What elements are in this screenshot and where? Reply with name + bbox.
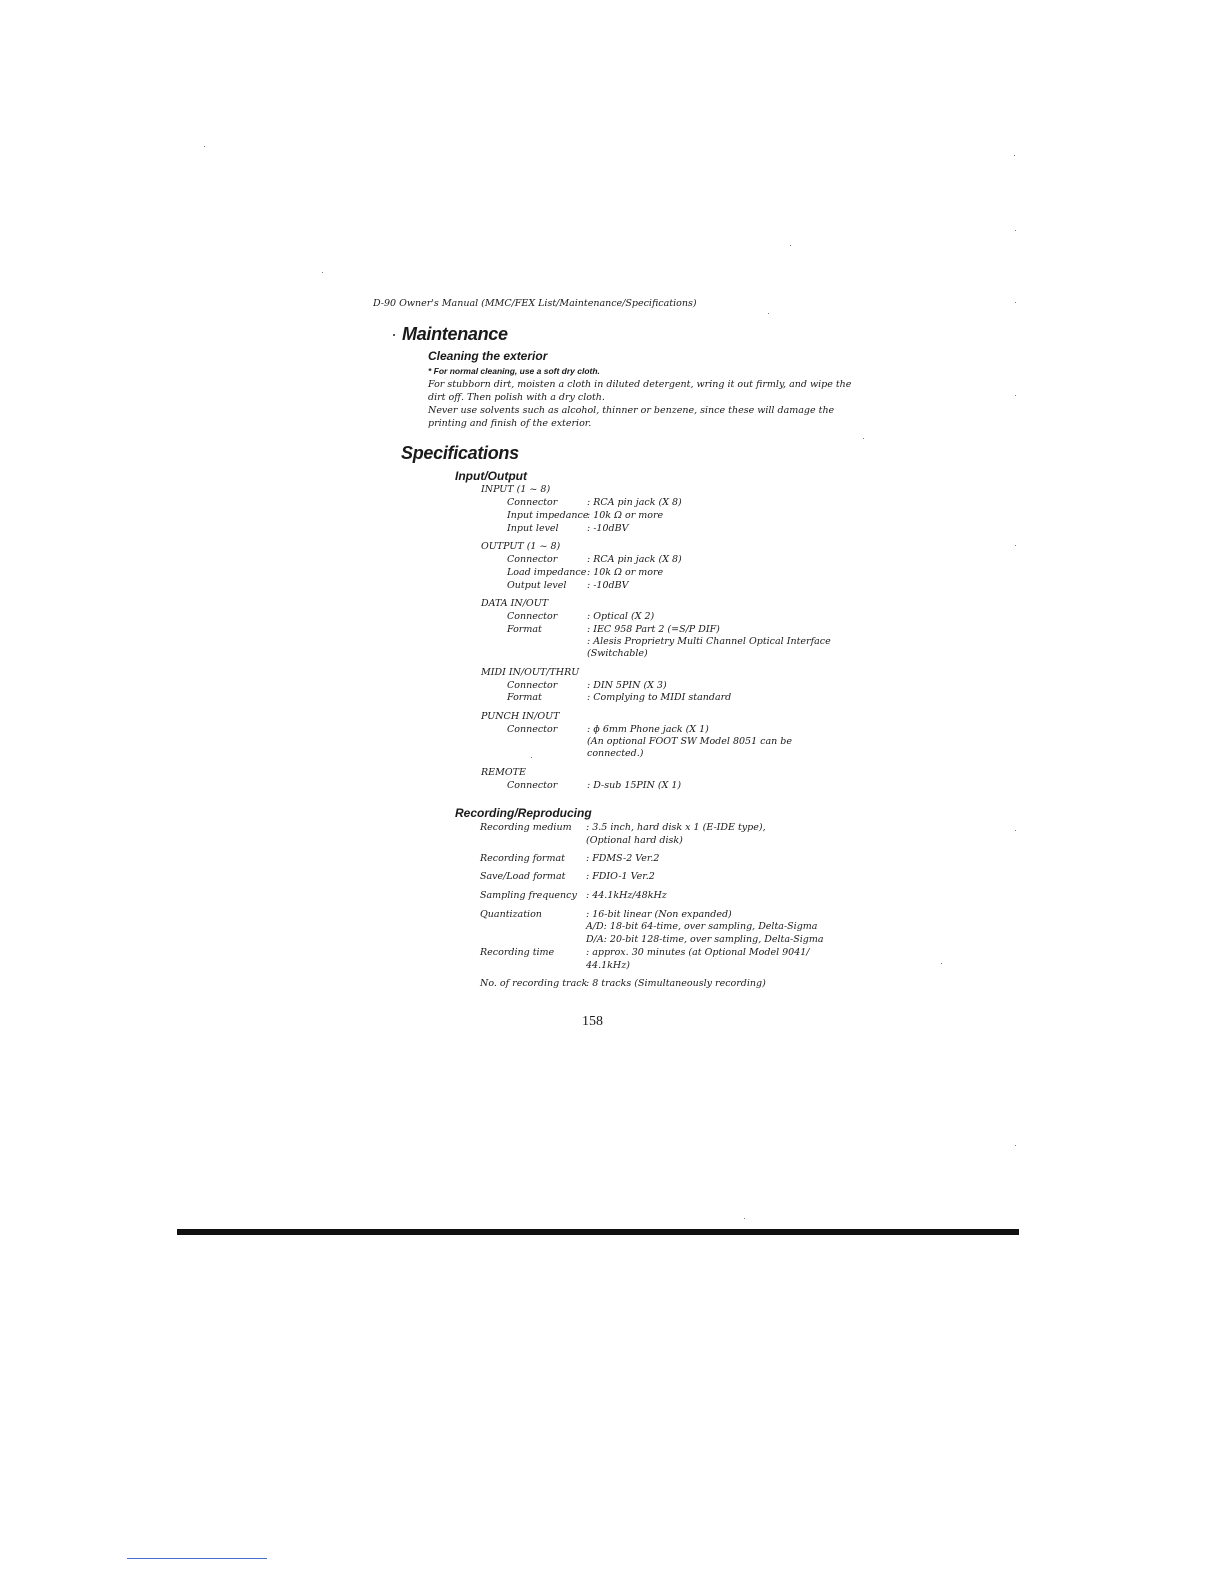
spec-value: : -10dBV <box>587 523 629 534</box>
scan-speck <box>744 1218 745 1219</box>
spec-value: : DIN 5PIN (X 3) <box>587 680 667 691</box>
spec-value: : IEC 958 Part 2 (=S/P DIF) <box>587 624 720 635</box>
spec-key: Recording medium <box>480 822 572 833</box>
spec-value: (An optional FOOT SW Model 8051 can be <box>587 736 792 747</box>
scan-speck <box>1015 545 1016 546</box>
spec-group-remote: REMOTE <box>481 767 526 778</box>
spec-key: Save/Load format <box>480 871 566 882</box>
scan-speck <box>1015 395 1016 396</box>
spec-value: : -10dBV <box>587 580 629 591</box>
spec-value: : 44.1kHz/48kHz <box>586 890 667 901</box>
spec-value: : 3.5 inch, hard disk x 1 (E-IDE type), <box>586 822 766 833</box>
maintenance-title: Maintenance <box>402 324 508 344</box>
scan-speck <box>941 963 942 964</box>
cleaning-paragraph-1: For stubborn dirt, moisten a cloth in diluted detergent, wring it out firmly, and wipe the dirt off. Then polish with a dry cloth. <box>428 379 852 403</box>
spec-value: : RCA pin jack (X 8) <box>587 497 682 508</box>
spec-key: Connector <box>507 554 558 565</box>
spec-value: : 16-bit linear (Non expanded) <box>586 909 732 920</box>
spec-value: : ɸ 6mm Phone jack (X 1) <box>587 724 709 735</box>
spec-value: D/A: 20-bit 128-time, over sampling, Delta-Sigma <box>586 934 824 945</box>
input-output-heading: Input/Output <box>455 469 527 483</box>
scan-speck <box>790 245 791 246</box>
spec-value: : 10k Ω or more <box>587 567 664 578</box>
spec-group-input: INPUT (1 ~ 8) <box>481 484 551 495</box>
spec-key: Input level <box>507 523 559 534</box>
spec-key: No. of recording track <box>480 978 588 989</box>
spec-value: : FDMS-2 Ver.2 <box>586 853 660 864</box>
spec-value: connected.) <box>587 748 644 759</box>
spec-key: Input impedance <box>507 510 589 521</box>
spec-key: Format <box>507 692 542 703</box>
scan-speck <box>1015 230 1016 231</box>
spec-key: Format <box>507 624 542 635</box>
spec-value: (Optional hard disk) <box>586 835 683 846</box>
page-number: 158 <box>582 1014 603 1029</box>
spec-key: Output level <box>507 580 567 591</box>
spec-key: Load impedance <box>507 567 587 578</box>
spec-key: Quantization <box>480 909 542 920</box>
scan-speck <box>863 438 864 439</box>
spec-key: Recording time <box>480 947 555 958</box>
scan-speck <box>768 313 769 314</box>
spec-group-output: OUTPUT (1 ~ 8) <box>481 541 561 552</box>
cleaning-paragraph-2: Never use solvents such as alcohol, thinner or benzene, since these will damage the printing and finish of the exterior. <box>428 405 835 429</box>
spec-group-data: DATA IN/OUT <box>481 598 549 609</box>
spec-value: : approx. 30 minutes (at Optional Model 9041/ <box>586 947 810 958</box>
spec-key: Connector <box>507 780 558 791</box>
bullet-mark <box>393 334 395 336</box>
scan-speck <box>1015 830 1016 831</box>
spec-value: A/D: 18-bit 64-time, over sampling, Delta-Sigma <box>586 921 818 932</box>
spec-value: : D-sub 15PIN (X 1) <box>587 780 682 791</box>
spec-key: Sampling frequency <box>480 890 577 901</box>
spec-value: : Complying to MIDI standard <box>587 692 732 703</box>
scan-speck <box>531 757 532 758</box>
spec-key: Connector <box>507 611 558 622</box>
spec-group-midi: MIDI IN/OUT/THRU <box>481 667 580 678</box>
spec-value: 44.1kHz) <box>586 960 630 971</box>
spec-value: : FDIO-1 Ver.2 <box>586 871 655 882</box>
link-underline <box>127 1558 267 1559</box>
scan-speck <box>322 272 323 273</box>
cleaning-subtitle: Cleaning the exterior <box>428 349 548 363</box>
spec-value: : 8 tracks (Simultaneously recording) <box>586 978 766 989</box>
spec-key: Recording format <box>480 853 565 864</box>
spec-value: : RCA pin jack (X 8) <box>587 554 682 565</box>
scan-speck <box>1015 1145 1016 1146</box>
spec-value: : 10k Ω or more <box>587 510 664 521</box>
spec-value: : Optical (X 2) <box>587 611 655 622</box>
bottom-rule <box>177 1229 1019 1235</box>
scan-speck <box>1015 302 1016 303</box>
running-header: D-90 Owner's Manual (MMC/FEX List/Maintenance/Specifications) <box>373 298 697 309</box>
scan-speck <box>204 146 205 147</box>
scan-speck <box>1014 155 1015 156</box>
spec-key: Connector <box>507 724 558 735</box>
spec-value: : Alesis Proprietry Multi Channel Optical Interface <box>587 636 831 647</box>
spec-key: Connector <box>507 680 558 691</box>
spec-value: (Switchable) <box>587 648 648 659</box>
spec-group-punch: PUNCH IN/OUT <box>481 711 560 722</box>
recording-heading: Recording/Reproducing <box>455 806 592 820</box>
specifications-title: Specifications <box>401 443 519 463</box>
cleaning-note: * For normal cleaning, use a soft dry cloth. <box>428 366 600 376</box>
spec-key: Connector <box>507 497 558 508</box>
